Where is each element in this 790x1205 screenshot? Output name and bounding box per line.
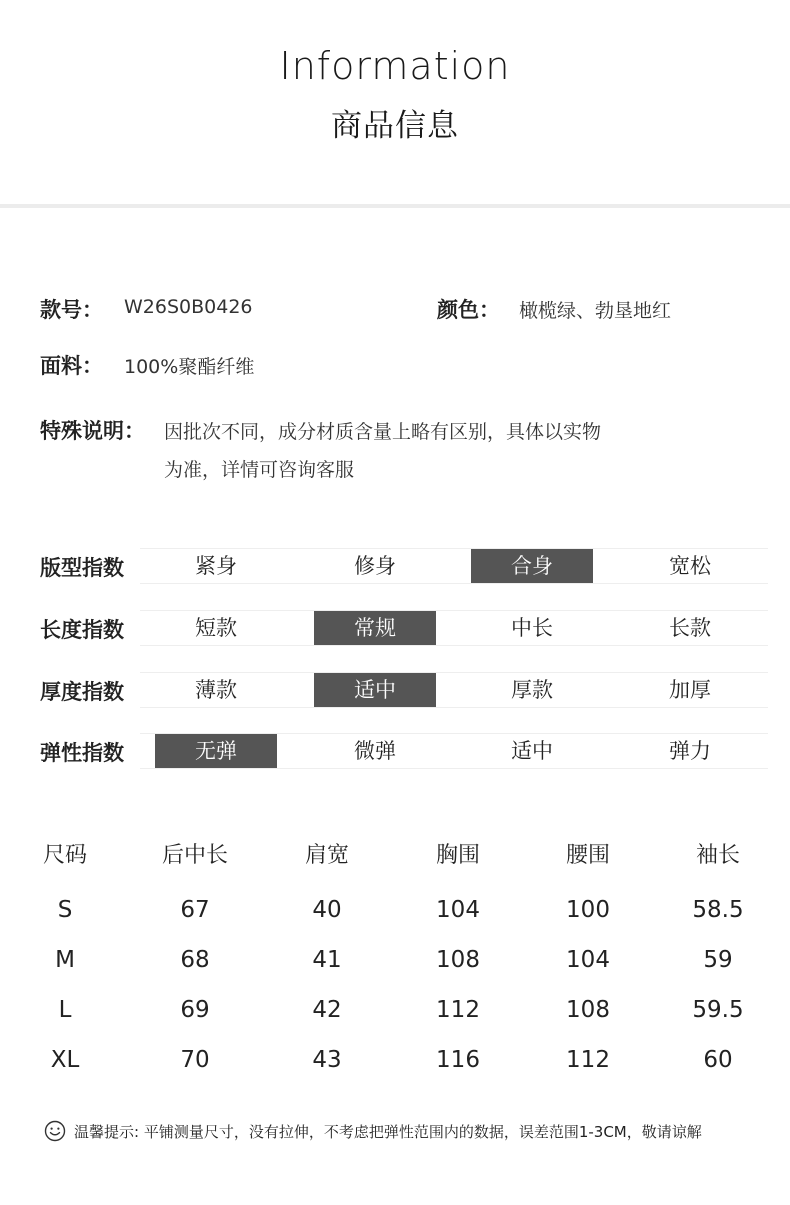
size-table-header: 尺码 [42,843,87,868]
size-table-cell: 67 [180,897,210,923]
measurement-tip [44,1120,702,1142]
special-note-label: 特殊说明： [40,419,145,443]
size-table-cell: 43 [312,1047,342,1073]
index-label: 长度指数 [40,618,124,642]
size-table-cell: 70 [180,1047,210,1073]
size-table-cell: 42 [312,997,342,1023]
special-note-line2: 为准，详情可咨询客服 [164,459,355,481]
index-option: 厚款 [511,678,553,702]
size-table-header: 后中长 [161,843,228,868]
index-option-selected: 无弹 [155,734,277,768]
index-option-selected: 合身 [471,549,593,583]
fabric-label: 面料： [40,354,103,378]
index-option: 短款 [195,616,237,640]
index-option: 加厚 [669,678,711,702]
size-table-header: 肩宽 [304,843,349,868]
size-table-cell: 104 [566,947,610,973]
tip-text: 温馨提示: 平铺测量尺寸，没有拉伸，不考虑把弹性范围内的数据，误差范围1-3CM，敬请谅解 [74,1122,702,1141]
index-option: 薄款 [195,678,237,702]
index-option: 适中 [511,739,553,763]
size-table-cell: 41 [312,947,342,973]
size-table-cell: 40 [312,897,342,923]
size-table-cell: 68 [180,947,210,973]
color-value: 橄榄绿、勃垦地红 [519,300,672,322]
size-table-cell: 58.5 [692,897,744,923]
index-label: 版型指数 [40,556,124,580]
size-table-size: M [55,947,75,973]
page-title-cn: 商品信息 [331,108,459,144]
index-option: 修身 [354,554,396,578]
index-option: 宽松 [669,554,711,578]
style-number-value: W26S0B0426 [124,296,253,318]
header-divider [0,204,790,208]
index-label: 弹性指数 [40,741,124,765]
size-table-header: 胸围 [435,843,480,868]
size-table-cell: 104 [436,897,480,923]
size-table-cell: 112 [566,1047,610,1073]
smile-icon [44,1120,66,1142]
size-table-cell: 116 [436,1047,480,1073]
size-table-cell: 59.5 [692,997,744,1023]
style-number-label: 款号： [40,298,103,322]
size-table-cell: 60 [703,1047,733,1073]
size-table-header: 腰围 [565,843,610,868]
size-table-cell: 69 [180,997,210,1023]
special-note-line1: 因批次不同，成分材质含量上略有区别，具体以实物 [164,421,602,443]
page-title-en: Information [279,44,511,88]
size-table-cell: 59 [703,947,733,973]
size-table-cell: 112 [436,997,480,1023]
index-option: 弹力 [669,739,711,763]
size-table-size: S [57,897,73,923]
index-label: 厚度指数 [40,680,124,704]
index-option: 长款 [669,616,711,640]
size-table-size: XL [50,1047,80,1073]
size-table-cell: 108 [436,947,480,973]
size-table-cell: 100 [566,897,610,923]
fabric-value: 100%聚酯纤维 [124,356,255,378]
index-option: 微弹 [354,739,396,763]
size-table-header: 袖长 [695,843,740,868]
size-table-cell: 108 [566,997,610,1023]
color-label: 颜色： [437,298,500,322]
index-option: 紧身 [195,554,237,578]
index-option: 中长 [511,616,553,640]
size-table-size: L [58,997,72,1023]
index-option-selected: 适中 [314,673,436,707]
index-option-selected: 常规 [314,611,436,645]
